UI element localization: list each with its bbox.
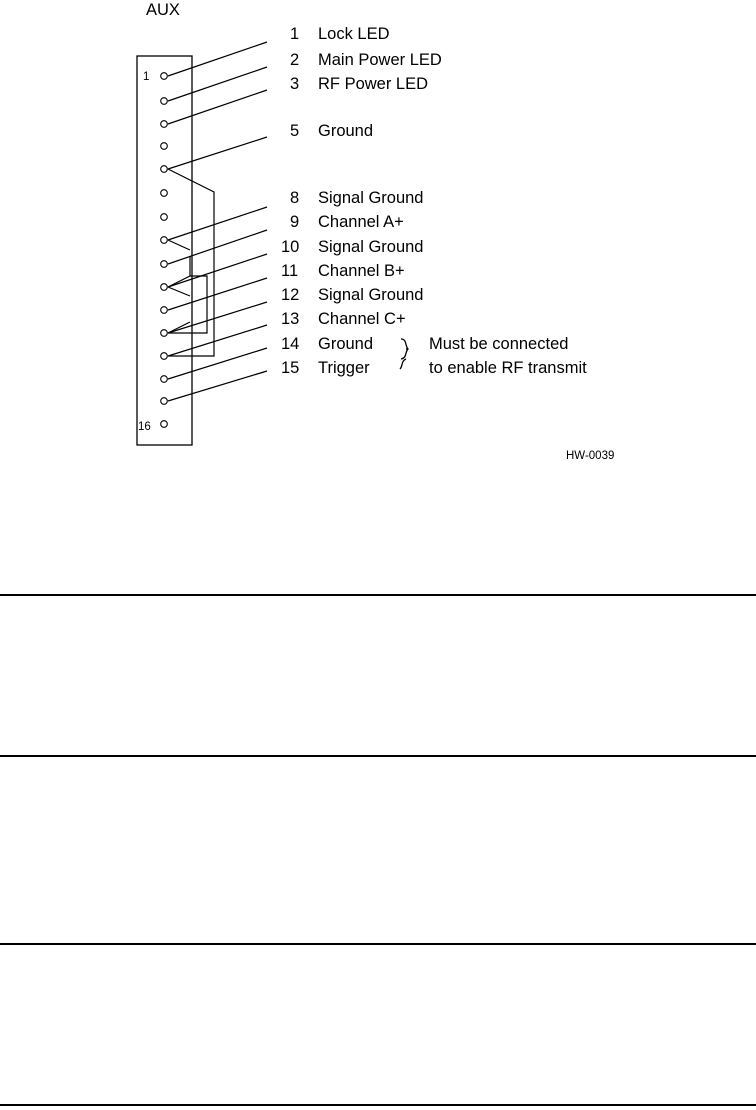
wire-pin-3	[168, 90, 267, 124]
pin-hole-5	[161, 166, 168, 173]
pin-number: 3	[290, 75, 300, 93]
section-divider	[0, 594, 756, 596]
brace-bottom	[400, 359, 406, 369]
pin-hole-10	[161, 284, 168, 291]
pin-number: 12	[281, 286, 300, 304]
wire-pin-15	[168, 348, 267, 379]
pin-hole-12	[161, 330, 168, 337]
leader-lines	[168, 42, 267, 401]
pin-number: 11	[281, 262, 299, 280]
pin-label: Ground	[318, 335, 374, 353]
connector-pins	[161, 73, 168, 428]
pin-label: Main Power LED	[318, 51, 442, 69]
pin-hole-4	[161, 143, 168, 150]
pin-label: Signal Ground	[318, 238, 424, 256]
section-divider	[0, 1104, 756, 1106]
pin-hole-2	[161, 98, 168, 105]
pin-hole-6	[161, 190, 168, 197]
ground-jumpers	[168, 169, 214, 356]
pin-hole-14	[161, 376, 168, 383]
pin-label: Trigger	[318, 359, 370, 377]
pin-hole-1	[161, 73, 168, 80]
signal-ground-link-a	[168, 240, 190, 250]
pin-label: Channel A+	[318, 213, 404, 231]
first-pin-number: 1	[143, 71, 150, 83]
pin-number: 1	[290, 25, 300, 43]
connector-body	[137, 56, 192, 445]
pin-hole-9	[161, 261, 168, 268]
pin-number: 9	[290, 213, 300, 231]
brace-top	[401, 339, 408, 359]
pin-hole-15	[161, 398, 168, 405]
pin-number: 14	[281, 335, 300, 353]
figure-id: HW-0039	[566, 450, 615, 462]
pin-hole-11	[161, 307, 168, 314]
connector-title: AUX	[146, 1, 180, 19]
wire-pin-14	[168, 325, 267, 356]
pin-hole-8	[161, 237, 168, 244]
signal-ground-jumper	[168, 276, 207, 333]
pin-number: 15	[281, 359, 300, 377]
pin-hole-13	[161, 353, 168, 360]
wire-pin-1	[168, 42, 267, 76]
signal-ground-link-c	[168, 287, 190, 296]
transmit-note-line-1: Must be connected	[429, 335, 569, 353]
pin-label: RF Power LED	[318, 75, 429, 93]
pin-label: Channel C+	[318, 310, 406, 328]
section-divider	[0, 755, 756, 757]
pin-label: Lock LED	[318, 25, 390, 43]
pin-label: Channel B+	[318, 262, 405, 280]
wire-pin-12	[168, 278, 267, 310]
pin-label: Signal Ground	[318, 286, 424, 304]
wire-pin-2	[168, 67, 267, 101]
pin-hole-7	[161, 214, 168, 221]
pin-number: 10	[281, 238, 300, 256]
pin-number: 13	[281, 310, 300, 328]
pin-label: Ground	[318, 122, 374, 140]
pin-label: Signal Ground	[318, 189, 424, 207]
wire-pin-13	[168, 302, 267, 333]
pin-hole-16	[161, 421, 168, 428]
aux-connector-pinout-diagram	[0, 0, 756, 480]
section-divider	[0, 943, 756, 945]
transmit-note-line-2: to enable RF transmit	[429, 359, 587, 377]
pin-number: 5	[290, 122, 300, 140]
wire-pin-5	[168, 137, 267, 169]
wire-pin-15b	[168, 371, 267, 401]
pin-number: 8	[290, 189, 300, 207]
last-pin-number: 16	[138, 421, 151, 433]
pin-labels	[281, 25, 442, 377]
pin-number: 2	[290, 51, 300, 69]
pin-hole-3	[161, 121, 168, 128]
